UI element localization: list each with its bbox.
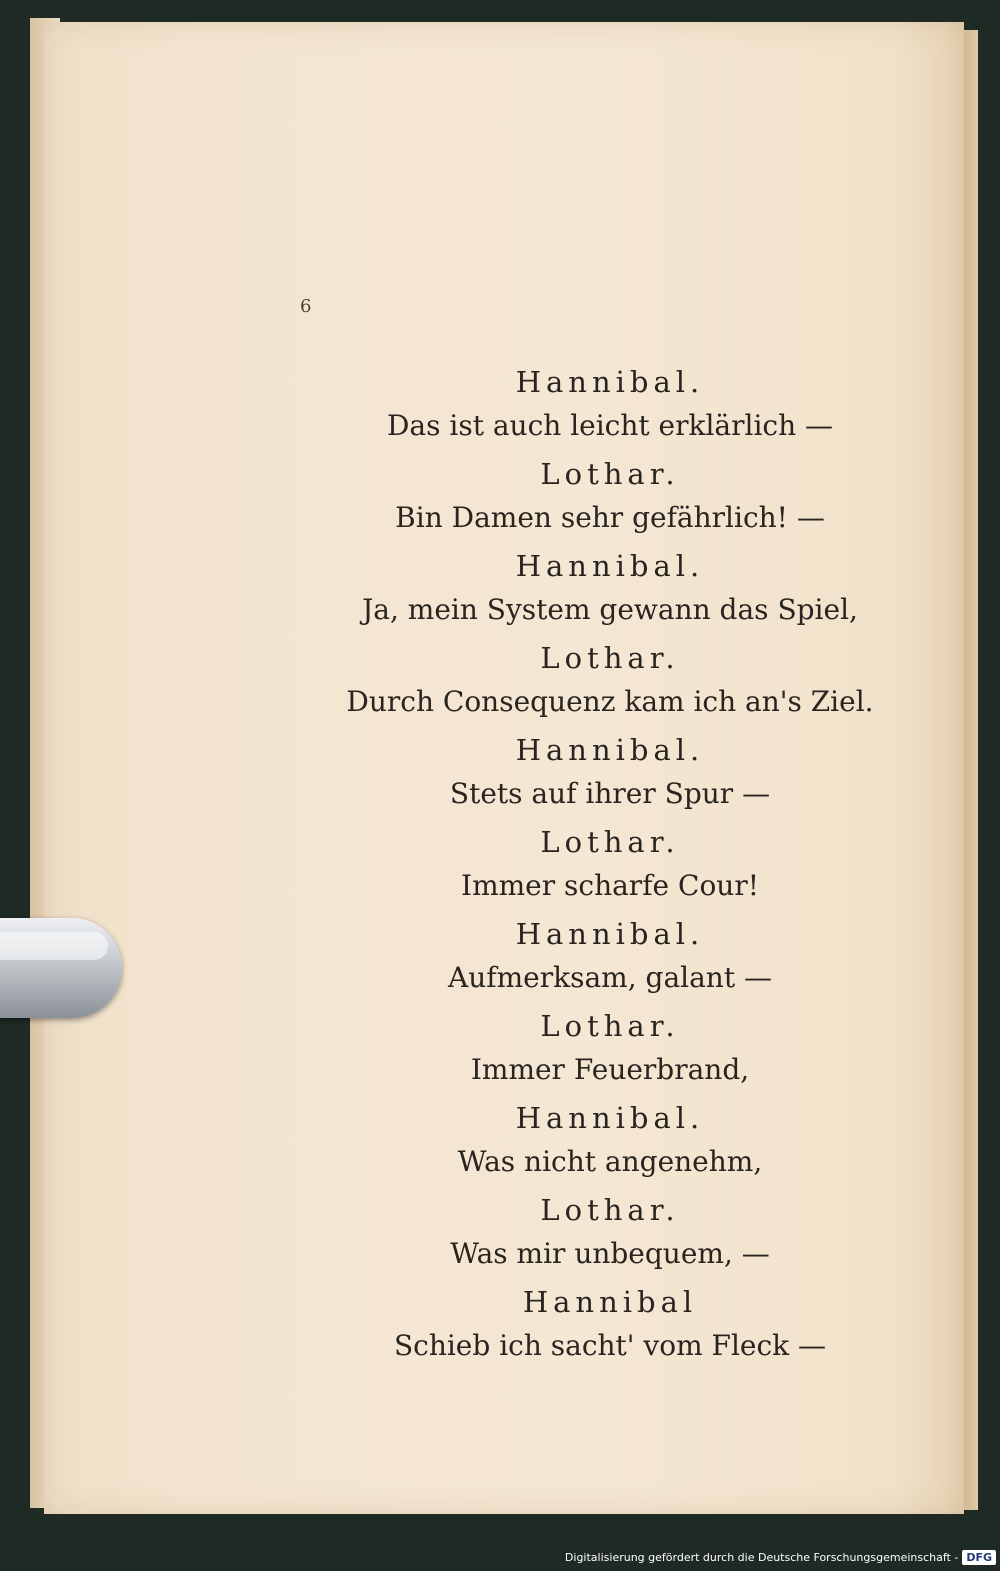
verse-line: Immer Feuerbrand, [470,1053,750,1086]
speaker-name: Hannibal [522,1285,698,1319]
verse-line: Durch Consequenz kam ich an's Ziel. [346,685,874,718]
verse-line: Das ist auch leicht erklärlich — [386,409,834,442]
verse-line: Immer scharfe Cour! [461,869,759,902]
speaker-name: Hannibal. [515,365,705,399]
speaker-name: Lothar. [540,1009,680,1043]
verse-line: Stets auf ihrer Spur — [449,777,771,810]
speaker-name: Hannibal. [515,1101,705,1135]
play-text [340,362,880,1374]
digitization-credit [565,1547,996,1567]
speaker-name: Lothar. [540,1193,680,1227]
credit-text: Digitalisierung gefördert durch die Deutsche Forschungsgemeinschaft - [564,1550,959,1564]
speaker-name: Lothar. [540,457,680,491]
verse-line: Schieb ich sacht' vom Fleck — [393,1329,827,1362]
speaker-name: Hannibal. [515,549,705,583]
speaker-name: Lothar. [540,825,680,859]
verse-line: Aufmerksam, galant — [448,961,772,994]
verse-line: Bin Damen sehr gefährlich! — [395,501,825,534]
verse-line: Was mir unbequem, — [450,1237,770,1270]
speaker-name: Lothar. [540,641,680,675]
page-number: 6 [300,296,312,317]
speaker-name: Hannibal. [515,733,705,767]
speaker-name: Hannibal. [515,917,705,951]
dfg-logo: DFG [962,1550,996,1565]
page-clip-icon [0,918,122,1018]
verse-line: Was nicht angenehm, [457,1145,763,1178]
verse-line: Ja, mein System gewann das Spiel, [362,593,858,626]
